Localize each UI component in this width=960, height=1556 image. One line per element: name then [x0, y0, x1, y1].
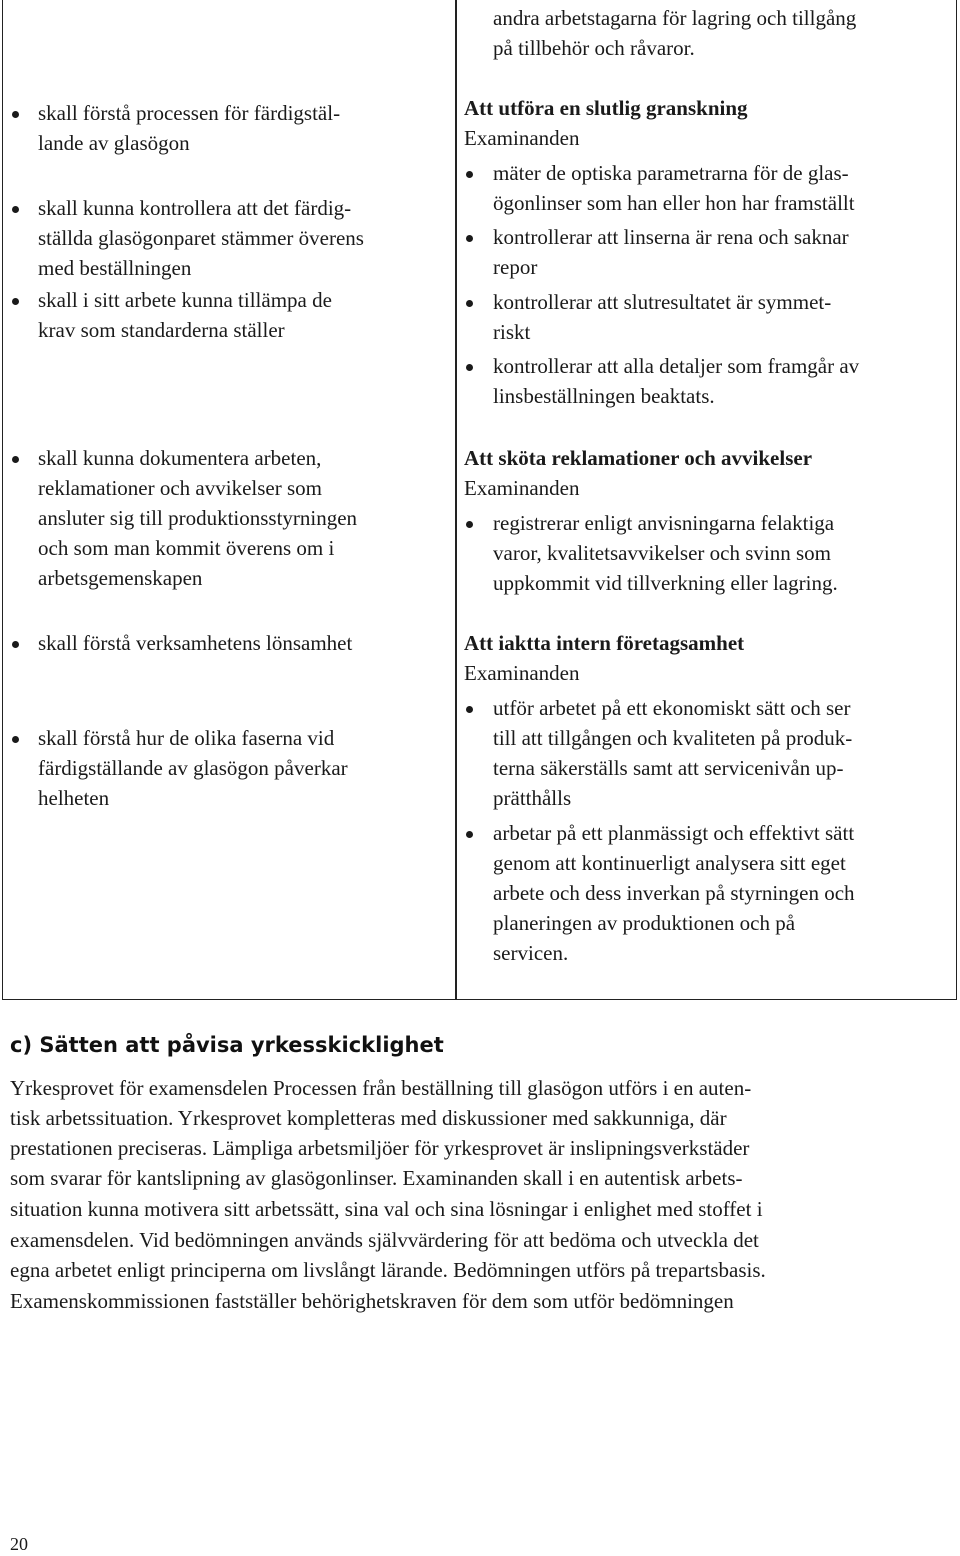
right-s3-b1-line-3: terna säkerställs samt att servicenivån up- — [493, 756, 844, 780]
right-s1-b3-line-2: riskt — [493, 320, 531, 344]
right-s1-b4-line-2: linsbeställningen beaktats. — [493, 384, 715, 408]
left-item-6-line-3: helheten — [38, 786, 110, 810]
bullet-icon — [12, 641, 19, 648]
right-s1-b2-line-2: repor — [493, 255, 538, 279]
right-s3-b2-line-5: servicen. — [493, 941, 569, 965]
bullet-icon — [466, 300, 473, 307]
left-item-4-line-3: ansluter sig till produktionsstyrningen — [38, 506, 358, 530]
bullet-icon — [12, 111, 19, 118]
left-item-3-line-2: krav som standarderna ställer — [38, 318, 285, 342]
section-title-granskning: Att utföra en slutlig granskning — [464, 96, 748, 120]
section-c-heading: c) Sätten att påvisa yrkesskicklighet — [10, 1033, 444, 1057]
paragraph-line: situation kunna motivera sitt arbetssätt, sina val och sina lösningar i enlighet med stoffet i — [10, 1197, 763, 1221]
right-s1-b2-line-1: kontrollerar att linserna är rena och saknar — [493, 225, 849, 249]
paragraph-line: examensdelen. Vid bedömningen används självvärdering för att bedöma och utveckla det — [10, 1228, 759, 1252]
bullet-icon — [466, 706, 473, 713]
table-column-divider — [455, 0, 457, 1000]
left-item-1-line-1: skall förstå processen för färdigstäl- — [38, 101, 341, 125]
left-item-3-line-1: skall i sitt arbete kunna tillämpa de — [38, 288, 332, 312]
paragraph-line: Examenskommissionen fastställer behörighetskraven för dem som utför bedömningen — [10, 1289, 734, 1313]
right-s2-b1-line-3: uppkommit vid tillverkning eller lagring. — [493, 571, 838, 595]
left-item-6-line-1: skall förstå hur de olika faserna vid — [38, 726, 335, 750]
right-s3-b1-line-1: utför arbetet på ett ekonomiskt sätt och ser — [493, 696, 851, 720]
page-number: 20 — [10, 1534, 28, 1554]
left-item-4-line-2: reklamationer och avvikelser som — [38, 476, 322, 500]
bullet-icon — [466, 521, 473, 528]
bullet-icon — [12, 298, 19, 305]
bullet-icon — [466, 171, 473, 178]
right-s3-b2-line-2: genom att kontinuerligt analysera sitt eget — [493, 851, 846, 875]
right-s3-b2-line-1: arbetar på ett planmässigt och effektivt sätt — [493, 821, 855, 845]
paragraph-line: egna arbetet enligt principerna om livslångt lärande. Bedömningen utförs på trepartsbasis. — [10, 1258, 766, 1282]
right-s2-b1-line-2: varor, kvalitetsavvikelser och svinn som — [493, 541, 831, 565]
right-s3-b2-line-3: arbete och dess inverkan på styrningen och — [493, 881, 855, 905]
right-s1-b1-line-2: ögonlinser som han eller hon har framställt — [493, 191, 855, 215]
section-subtitle: Examinanden — [464, 476, 580, 500]
right-s3-b2-line-4: planeringen av produktionen och på — [493, 911, 796, 935]
right-intro-line-1: andra arbetstagarna för lagring och tillgång — [493, 6, 857, 30]
paragraph-line: som svarar för kantslipning av glasögonlinser. Examinanden skall i en autentisk arbets- — [10, 1166, 743, 1190]
paragraph-line: prestationen preciseras. Lämpliga arbetsmiljöer för yrkesprovet är inslipningsverkstäder — [10, 1136, 750, 1160]
section-title-reklamationer: Att sköta reklamationer och avvikelser — [464, 446, 813, 470]
left-item-6-line-2: färdigställande av glasögon påverkar — [38, 756, 348, 780]
right-s2-b1-line-1: registrerar enligt anvisningarna felaktiga — [493, 511, 835, 535]
bullet-icon — [466, 364, 473, 371]
left-item-4-line-5: arbetsgemenskapen — [38, 566, 203, 590]
left-item-5-line-1: skall förstå verksamhetens lönsamhet — [38, 631, 353, 655]
right-s1-b1-line-1: mäter de optiska parametrarna för de glas- — [493, 161, 849, 185]
bullet-icon — [12, 206, 19, 213]
right-s3-b1-line-2: till att tillgången och kvaliteten på produk- — [493, 726, 853, 750]
left-item-2-line-3: med beställningen — [38, 256, 192, 280]
paragraph-line: Yrkesprovet för examensdelen Processen från beställning till glasögon utförs i en auten- — [10, 1076, 752, 1100]
left-item-4-line-4: och som man kommit överens om i — [38, 536, 335, 560]
right-s1-b3-line-1: kontrollerar att slutresultatet är symmet- — [493, 290, 832, 314]
left-item-1-line-2: lande av glasögon — [38, 131, 190, 155]
section-subtitle: Examinanden — [464, 126, 580, 150]
bullet-icon — [466, 235, 473, 242]
bullet-icon — [466, 831, 473, 838]
left-item-2-line-2: ställda glasögonparet stämmer överens — [38, 226, 364, 250]
section-subtitle: Examinanden — [464, 661, 580, 685]
section-title-foretagsamhet: Att iaktta intern företagsamhet — [464, 631, 745, 655]
right-s3-b1-line-4: prätthålls — [493, 786, 572, 810]
paragraph-line: tisk arbetssituation. Yrkesprovet kompletteras med diskussioner med sakkunniga, där — [10, 1106, 727, 1130]
right-s1-b4-line-1: kontrollerar att alla detaljer som framgår av — [493, 354, 860, 378]
right-intro-line-2: på tillbehör och råvaror. — [493, 36, 695, 60]
left-item-2-line-1: skall kunna kontrollera att det färdig- — [38, 196, 352, 220]
left-item-4-line-1: skall kunna dokumentera arbeten, — [38, 446, 322, 470]
bullet-icon — [12, 456, 19, 463]
bullet-icon — [12, 736, 19, 743]
